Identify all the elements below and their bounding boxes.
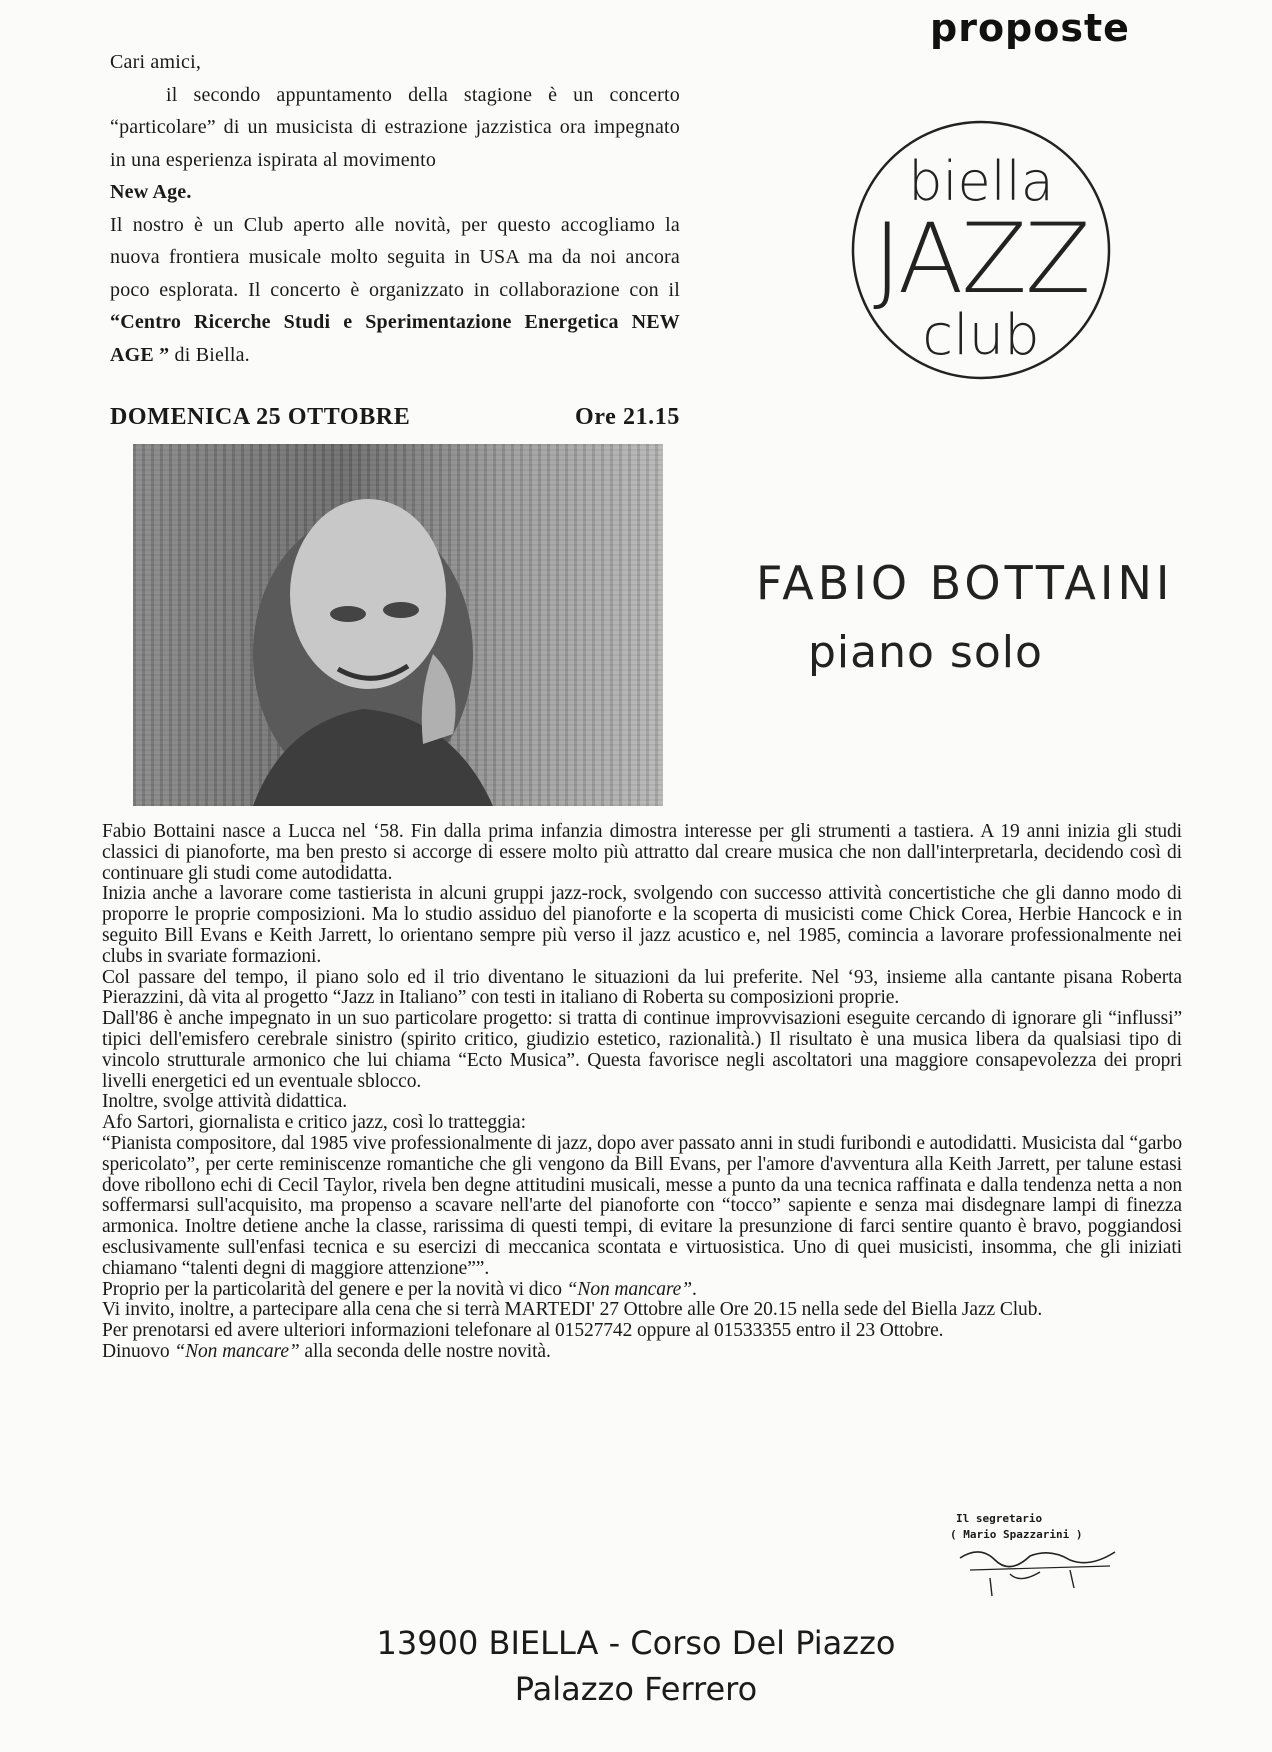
artist-name: FABIO BOTTAINI (756, 556, 1174, 610)
intro-bold-2: “Centro Ricerche Studi e Sperimentazione Energetica NEW AGE ” (110, 311, 680, 366)
bio-quote: “Pianista compositore, dal 1985 vive professionalmente di jazz, dopo aver passato anni in studi furibondi e autodidatti. Musicista dal “garbo spericolato”, per certe reminiscenze romantiche che gli vengono da Bill Evans, per l'amore d'avventura alla Keith Jarrett, per talune estasi dove ribollono echi di Cecil Taylor, rivela ben degne attitudini musicali, messe a punto da una tecnica raffinata e dalla tendenza netta a non soffermarsi sull'acquisito, ma propenso a scavare nell'arte del pianoforte con “tocco” sapiente e senza mai disdegnare lampi di finezza armonica. Inoltre detiene anche la classe, rarissima di questi tempi, di evitare la presunzione di farci sentire quanto è bravo, poggiandosi esclusivamente sull'enfasi tecnica e su esercizi di meccanica scontata e virtuosistica. Uno di quei musicisti, insomma, che gli iniziati chiamano “talenti degni di maggiore attenzione””. (102, 1132, 1182, 1279)
logo-line-3: club (922, 303, 1040, 368)
greeting: Cari amici, (110, 51, 202, 73)
bio-text: Proprio per la particolarità del genere e per la novità vi dico (102, 1278, 562, 1300)
signature-title: Il segretario (956, 1512, 1043, 1525)
intro-text-2-end: di Biella. (174, 343, 250, 366)
intro-text-1: il secondo appuntamento della stagione è un concerto “particolare” di un musicista di estrazione jazzistica ora impegnato in una esperienza ispirata al movimento (110, 83, 680, 171)
event-time: Ore 21.15 (575, 404, 680, 430)
artist-subtitle: piano solo (808, 627, 1043, 678)
artist-photo (133, 444, 663, 806)
bio-paragraph: Fabio Bottaini nasce a Lucca nel ‘58. Fin dalla prima infanzia dimostra interesse per gli strumenti a tastiera. A 19 anni inizia gli studi classici di pianoforte, ma ben presto si accorge di essere molto più attratto dal creare musica che non dall'interpretarla, decidendo così di continuare gli studi come autodidatta. (102, 821, 1182, 884)
biella-jazz-club-logo (846, 92, 1116, 402)
intro-paragraph-1 (110, 79, 680, 209)
bio-paragraph: Col passare del tempo, il piano solo ed il trio diventano le situazioni da lui preferite. Nel ‘93, insieme alla cantante pisana Roberta Pierazzini, dà vita al progetto “Jazz in Italiano” con testi in italiano di Roberta su composizioni proprie. (102, 966, 1182, 1009)
address-line-1: 13900 BIELLA - Corso Del Piazzo (376, 1624, 896, 1662)
signature-block (950, 1512, 1130, 1602)
bio-text: Dinuovo (102, 1340, 170, 1362)
intro-text-2: Il nostro è un Club aperto alle novità, per questo accogliamo la nuova frontiera musicale molto seguita in USA ma da noi ancora poco esplorata. Il concerto è organizzato in collaborazione con il (110, 213, 680, 301)
bio-paragraph (102, 1280, 1182, 1301)
bio-italic: “Non mancare” (174, 1340, 300, 1362)
bio-text: alla seconda delle nostre novità. (304, 1340, 551, 1362)
event-date: DOMENICA 25 OTTOBRE (110, 404, 411, 430)
bio-paragraph: Afo Sartori, giornalista e critico jazz, così lo tratteggia: (102, 1112, 526, 1134)
logo-line-1: biella (908, 150, 1054, 213)
portrait-image (133, 444, 663, 806)
logo-line-2: JAZZ (873, 203, 1089, 315)
bio-paragraph (102, 1342, 1182, 1363)
intro-letter (110, 46, 680, 371)
address-line-2: Palazzo Ferrero (514, 1670, 758, 1708)
signature-name: ( Mario Spazzarini ) (950, 1528, 1083, 1541)
address-footer (0, 1620, 1272, 1712)
bio-paragraph: Inizia anche a lavorare come tastierista in alcuni gruppi jazz-rock, svolgendo con successo attività concertistiche che gli danno modo di proporre le proprie composizioni. Ma lo studio assiduo del pianoforte e la scoperta di musicisti come Chick Corea, Herbie Hancock e in seguito Bill Evans e Keith Jarrett, lo orientano sempre più verso il jazz acustico e, nel 1985, comincia a lavorare professionalmente nei clubs in svariate formazioni. (102, 883, 1182, 967)
event-date-time (110, 404, 680, 431)
bio-paragraph: Dall'86 è anche impegnato in un suo particolare progetto: si tratta di continue improvvisazioni eseguite cercando di ignorare gli “influssi” tipici dell'emisfero cerebrale sinistro (spirito critico, giudizio estetico, razionalità.) Il risultato è una musica libera da qualsiasi tipo di vincolo strutturale armonico che lui chiama “Ecto Musica”. Questa favorisce negli ascoltatori una maggiore consapevolezza dei propri livelli energetici ed un eventuale sblocco. (102, 1008, 1182, 1092)
bio-italic: “Non mancare” (566, 1278, 692, 1300)
header-label: proposte (930, 6, 1130, 50)
intro-paragraph-2 (110, 209, 680, 372)
bio-paragraph: Vi invito, inoltre, a partecipare alla cena che si terrà MARTEDI' 27 Ottobre alle Ore 20.15 nella sede del Biella Jazz Club. (102, 1299, 1043, 1321)
bio-paragraph: Per prenotarsi ed avere ulteriori informazioni telefonare al 01527742 oppure al 01533355 entro il 23 Ottobre. (102, 1320, 944, 1342)
artist-biography (102, 822, 1182, 1363)
bio-text: . (691, 1278, 697, 1300)
intro-bold-1: New Age. (110, 181, 192, 203)
handwritten-signature-icon (950, 1540, 1130, 1600)
bio-paragraph: Inoltre, svolge attività didattica. (102, 1091, 348, 1113)
